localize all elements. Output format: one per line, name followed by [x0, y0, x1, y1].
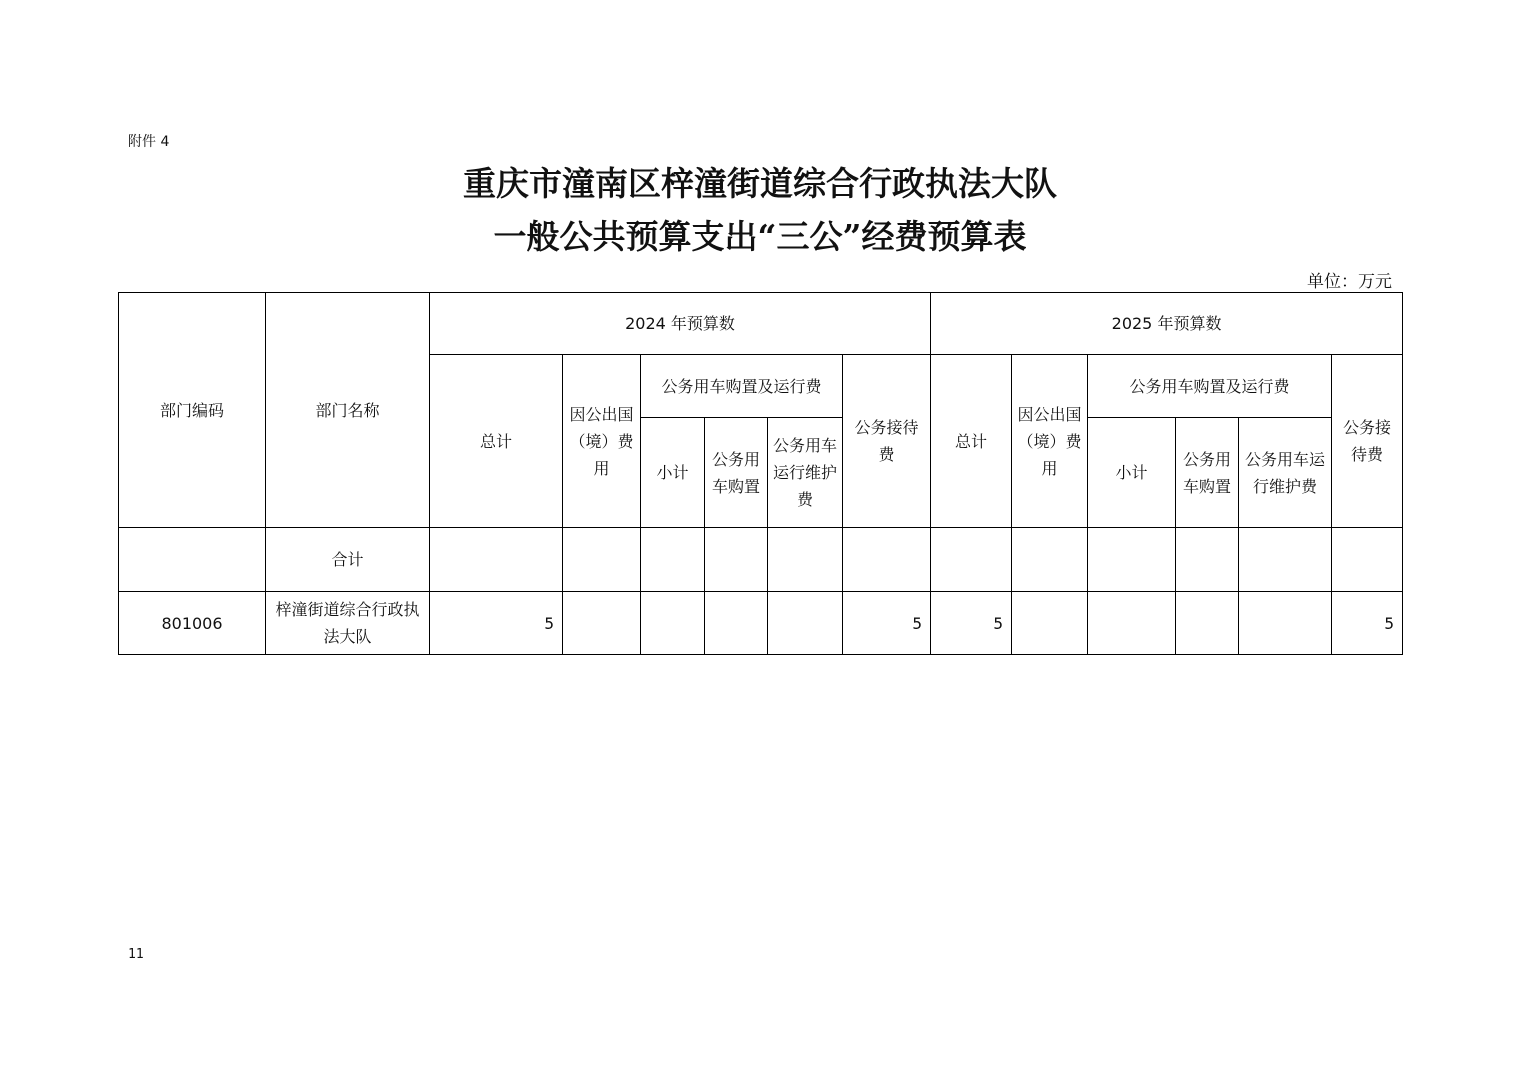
header-2025-vehicle-group: 公务用车购置及运行费 — [1088, 355, 1332, 418]
header-2024-abroad-label: 因公出国（境）费用 — [569, 404, 634, 478]
header-2025-vehicle-operation — [1239, 418, 1332, 528]
cell-name: 合计 — [266, 528, 430, 592]
cell-2025-operation — [1239, 592, 1332, 655]
cell-2024-total: 5 — [430, 592, 563, 655]
cell-2025-subtotal — [1088, 592, 1176, 655]
header-row-years — [119, 293, 1403, 355]
cell-2024-purchase — [705, 592, 768, 655]
cell-2025-abroad — [1012, 592, 1088, 655]
cell-2025-operation — [1239, 528, 1332, 592]
cell-2025-purchase — [1176, 592, 1239, 655]
cell-2024-abroad — [563, 528, 641, 592]
header-2024-vehicle-purchase — [705, 418, 768, 528]
header-2025-total: 总计 — [931, 355, 1012, 528]
cell-2024-operation — [768, 528, 843, 592]
cell-2025-reception — [1332, 528, 1403, 592]
cell-2024-total — [430, 528, 563, 592]
header-2024-vehicle-group: 公务用车购置及运行费 — [641, 355, 843, 418]
header-2025-vehicle-purchase-label: 公务用车购置 — [1183, 449, 1232, 496]
header-2025-abroad — [1012, 355, 1088, 528]
cell-2024-operation — [768, 592, 843, 655]
cell-2024-purchase — [705, 528, 768, 592]
header-2024-vehicle-purchase-label: 公务用车购置 — [711, 449, 760, 496]
cell-2024-subtotal — [641, 528, 705, 592]
cell-code: 801006 — [119, 592, 266, 655]
document-title-line-1: 重庆市潼南区梓潼街道综合行政执法大队 — [463, 164, 1057, 203]
cell-2024-abroad — [563, 592, 641, 655]
budget-table — [118, 292, 1403, 655]
header-2024-abroad — [563, 355, 641, 528]
cell-2025-subtotal — [1088, 528, 1176, 592]
header-2025-subtotal: 小计 — [1088, 418, 1176, 528]
cell-name: 梓潼街道综合行政执法大队 — [266, 592, 430, 655]
header-2024-reception-label: 公务接待费 — [854, 418, 919, 464]
header-year-2024: 2024 年预算数 — [430, 293, 931, 355]
table-row-department — [119, 592, 1403, 655]
document-title-line-2: 一般公共预算支出“三公”经费预算表 — [493, 217, 1027, 256]
header-2025-reception — [1332, 355, 1403, 528]
attachment-label: 附件 4 — [128, 134, 170, 150]
unit-label: 单位：万元 — [1307, 272, 1392, 292]
header-dept-code: 部门编码 — [119, 293, 266, 528]
table-row-total — [119, 528, 1403, 592]
cell-2025-abroad — [1012, 528, 1088, 592]
cell-2025-total: 5 — [931, 592, 1012, 655]
page-number: 11 — [128, 947, 144, 962]
cell-2024-reception: 5 — [843, 592, 931, 655]
cell-code — [119, 528, 266, 592]
header-2025-vehicle-purchase — [1176, 418, 1239, 528]
header-year-2025: 2025 年预算数 — [931, 293, 1403, 355]
header-2024-reception — [843, 355, 931, 528]
cell-2024-reception — [843, 528, 931, 592]
cell-2025-total — [931, 528, 1012, 592]
header-2025-vehicle-operation-label: 公务用车运行维护费 — [1245, 449, 1326, 496]
header-2025-abroad-label: 因公出国（境）费用 — [1017, 404, 1082, 478]
header-2024-subtotal: 小计 — [641, 418, 705, 528]
cell-2025-reception: 5 — [1332, 592, 1403, 655]
header-2024-vehicle-operation-label: 公务用车运行维护费 — [772, 436, 837, 509]
header-dept-name: 部门名称 — [266, 293, 430, 528]
header-2025-reception-label: 公务接待费 — [1343, 418, 1392, 464]
cell-2024-subtotal — [641, 592, 705, 655]
header-2024-total: 总计 — [430, 355, 563, 528]
cell-2025-purchase — [1176, 528, 1239, 592]
header-2024-vehicle-operation — [768, 418, 843, 528]
